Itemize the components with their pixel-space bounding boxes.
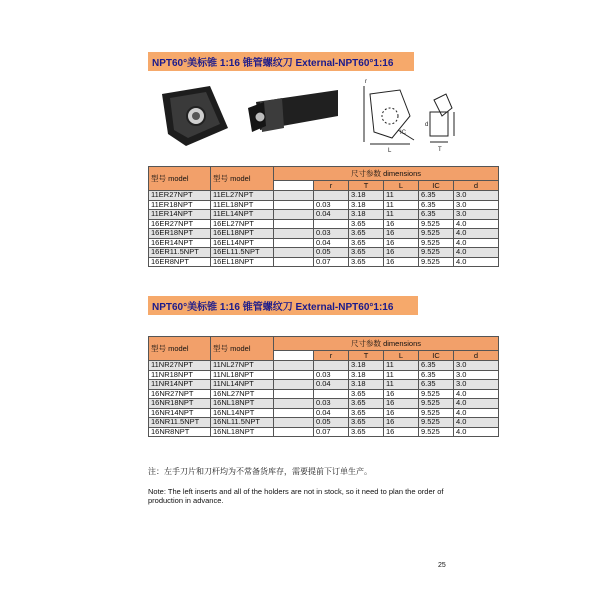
side-d-label: d (425, 122, 429, 128)
cell: 11 (384, 210, 419, 220)
cell: 16NR18NPT (149, 399, 211, 409)
cell: 0.05 (314, 418, 349, 428)
cell: 11ER14NPT (149, 210, 211, 220)
note-english: Note: The left inserts and all of the holders are not in stock, so it need to plan the order of production in advance. (148, 487, 444, 505)
cell: 9.525 (419, 427, 454, 437)
cell: 16ER18NPT (149, 229, 211, 239)
insert-L-label: L (388, 148, 392, 154)
cell: 0.04 (314, 408, 349, 418)
cell: 11NL27NPT (211, 361, 274, 371)
cell: 9.525 (419, 399, 454, 409)
cell: 6.35 (419, 210, 454, 220)
cell: 3.18 (349, 370, 384, 380)
col-header-IC: IC (419, 351, 454, 361)
col-header-T: T (349, 181, 384, 191)
cell (274, 191, 314, 201)
cell: 16 (384, 389, 419, 399)
cell: 3.18 (349, 361, 384, 371)
cell: 16 (384, 219, 419, 229)
table-row (149, 370, 499, 380)
cell: 3.18 (349, 380, 384, 390)
insert-IC-label: IC (400, 130, 406, 136)
note-chinese: 注：左手刀片和刀杆均为不常备货库存，需要提前下订单生产。 (148, 467, 372, 476)
col-header-d: d (454, 351, 499, 361)
cell: 16ER27NPT (149, 219, 211, 229)
table-row (149, 408, 499, 418)
cell (274, 361, 314, 371)
cell: 3.0 (454, 370, 499, 380)
dimensions-header: 尺寸参数 dimensions (274, 337, 499, 351)
cell: 3.18 (349, 210, 384, 220)
tool-figures (148, 72, 460, 156)
cell (274, 427, 314, 437)
col-header-T: T (349, 351, 384, 361)
cell: 11NL14NPT (211, 380, 274, 390)
table-row (149, 257, 499, 267)
cell: 16 (384, 418, 419, 428)
cell (314, 191, 349, 201)
cell: 16NR27NPT (149, 389, 211, 399)
cell: 3.65 (349, 399, 384, 409)
cell: 3.0 (454, 210, 499, 220)
cell: 3.65 (349, 408, 384, 418)
cell: 16 (384, 248, 419, 258)
cell: 11NR14NPT (149, 380, 211, 390)
cell: 16NL18NPT (211, 399, 274, 409)
spec-table-2 (148, 336, 499, 437)
cell: 0.07 (314, 257, 349, 267)
model-header-2: 型号 model (211, 167, 274, 191)
cell: 6.35 (419, 380, 454, 390)
cell: 3.65 (349, 389, 384, 399)
cell: 9.525 (419, 219, 454, 229)
cell: 4.0 (454, 257, 499, 267)
cell (314, 361, 349, 371)
cell: 16NR14NPT (149, 408, 211, 418)
cell: 9.525 (419, 418, 454, 428)
cell: 6.35 (419, 361, 454, 371)
cell: 11EL27NPT (211, 191, 274, 201)
cell (274, 210, 314, 220)
cell: 16NR8NPT (149, 427, 211, 437)
cell: 3.0 (454, 200, 499, 210)
cell: 16 (384, 229, 419, 239)
cell: 9.525 (419, 408, 454, 418)
cell: 11ER18NPT (149, 200, 211, 210)
cell: 3.18 (349, 200, 384, 210)
cell (274, 399, 314, 409)
table-row (149, 418, 499, 428)
cell: 4.0 (454, 418, 499, 428)
cell: 16NL18NPT (211, 427, 274, 437)
cell: 16EL27NPT (211, 219, 274, 229)
cell: 11NR18NPT (149, 370, 211, 380)
table-row (149, 399, 499, 409)
cell: 9.525 (419, 389, 454, 399)
cell (274, 200, 314, 210)
cell: 16 (384, 399, 419, 409)
cell: 0.04 (314, 380, 349, 390)
cell: 6.35 (419, 370, 454, 380)
cell: 16ER8NPT (149, 257, 211, 267)
cell: 11 (384, 361, 419, 371)
cell (274, 389, 314, 399)
cell: 3.0 (454, 380, 499, 390)
cell (274, 380, 314, 390)
cell: 4.0 (454, 219, 499, 229)
table-row (149, 191, 499, 201)
cell: 3.18 (349, 191, 384, 201)
cell: 0.04 (314, 210, 349, 220)
cell: 0.03 (314, 200, 349, 210)
cell: 9.525 (419, 229, 454, 239)
cell (314, 219, 349, 229)
col-header-r: r (314, 181, 349, 191)
spec-table-1 (148, 166, 499, 267)
cell: 3.65 (349, 418, 384, 428)
cell: 3.65 (349, 427, 384, 437)
cell: 0.03 (314, 229, 349, 239)
cell: 3.65 (349, 248, 384, 258)
cell: 11ER27NPT (149, 191, 211, 201)
col-header-IC: IC (419, 181, 454, 191)
model-header-2: 型号 model (211, 337, 274, 361)
cell: 9.525 (419, 248, 454, 258)
cell: 16ER14NPT (149, 238, 211, 248)
cell (314, 389, 349, 399)
cell: 16ER11.5NPT (149, 248, 211, 258)
blank-header-cell (274, 181, 314, 191)
model-header-1: 型号 model (149, 167, 211, 191)
cell: 16 (384, 427, 419, 437)
cell: 3.65 (349, 257, 384, 267)
insert-dimension-drawing (364, 86, 414, 144)
cell: 9.525 (419, 257, 454, 267)
cell: 3.65 (349, 219, 384, 229)
dimensions-header: 尺寸参数 dimensions (274, 167, 499, 181)
cell: 0.05 (314, 248, 349, 258)
blank-header-cell (274, 351, 314, 361)
cell (274, 229, 314, 239)
section-2-title: NPT60°美标锥 1:16 锥管螺纹刀 External-NPT60°1:16 (148, 296, 418, 315)
cell: 3.0 (454, 361, 499, 371)
table-row (149, 427, 499, 437)
cell (274, 219, 314, 229)
side-T-label: T (438, 147, 442, 153)
cell: 16EL18NPT (211, 257, 274, 267)
cell: 16NL11.5NPT (211, 418, 274, 428)
cell: 16 (384, 257, 419, 267)
cell: 4.0 (454, 399, 499, 409)
table-row (149, 361, 499, 371)
cell: 0.03 (314, 399, 349, 409)
cell: 16EL14NPT (211, 238, 274, 248)
cell: 4.0 (454, 248, 499, 258)
cell (274, 257, 314, 267)
cell: 0.04 (314, 238, 349, 248)
cell: 4.0 (454, 408, 499, 418)
table-row (149, 229, 499, 239)
table-row (149, 238, 499, 248)
cell: 11 (384, 191, 419, 201)
cell: 11 (384, 200, 419, 210)
insert-r-label: r (365, 79, 367, 85)
model-header-1: 型号 model (149, 337, 211, 361)
cell: 11NR27NPT (149, 361, 211, 371)
cell: 4.0 (454, 427, 499, 437)
cell: 11EL14NPT (211, 210, 274, 220)
col-header-d: d (454, 181, 499, 191)
cell: 4.0 (454, 238, 499, 248)
table-row (149, 219, 499, 229)
cell: 16 (384, 238, 419, 248)
cell: 6.35 (419, 191, 454, 201)
col-header-L: L (384, 351, 419, 361)
section-1-title: NPT60°美标锥 1:16 锥管螺纹刀 External-NPT60°1:16 (148, 52, 414, 71)
table-row (149, 248, 499, 258)
col-header-L: L (384, 181, 419, 191)
cell: 16NL27NPT (211, 389, 274, 399)
side-view-drawing (430, 94, 454, 142)
col-header-r: r (314, 351, 349, 361)
cell (274, 248, 314, 258)
page-number: 25 (438, 562, 446, 569)
cell: 0.07 (314, 427, 349, 437)
cell: 16 (384, 408, 419, 418)
cell: 11EL18NPT (211, 200, 274, 210)
cell: 11NL18NPT (211, 370, 274, 380)
cell (274, 238, 314, 248)
cell: 4.0 (454, 389, 499, 399)
insert-photo (162, 86, 228, 146)
cell: 11 (384, 370, 419, 380)
table-row (149, 380, 499, 390)
cell: 9.525 (419, 238, 454, 248)
cell: 3.65 (349, 229, 384, 239)
cell: 3.0 (454, 191, 499, 201)
table-row (149, 210, 499, 220)
cell: 16EL18NPT (211, 229, 274, 239)
holder-photo (248, 90, 338, 132)
cell: 16NR11.5NPT (149, 418, 211, 428)
table-row (149, 389, 499, 399)
cell: 6.35 (419, 200, 454, 210)
cell: 16EL11.5NPT (211, 248, 274, 258)
cell (274, 370, 314, 380)
cell: 11 (384, 380, 419, 390)
cell: 4.0 (454, 229, 499, 239)
cell (274, 418, 314, 428)
cell: 0.03 (314, 370, 349, 380)
cell (274, 408, 314, 418)
cell: 3.65 (349, 238, 384, 248)
cell: 16NL14NPT (211, 408, 274, 418)
table-row (149, 200, 499, 210)
